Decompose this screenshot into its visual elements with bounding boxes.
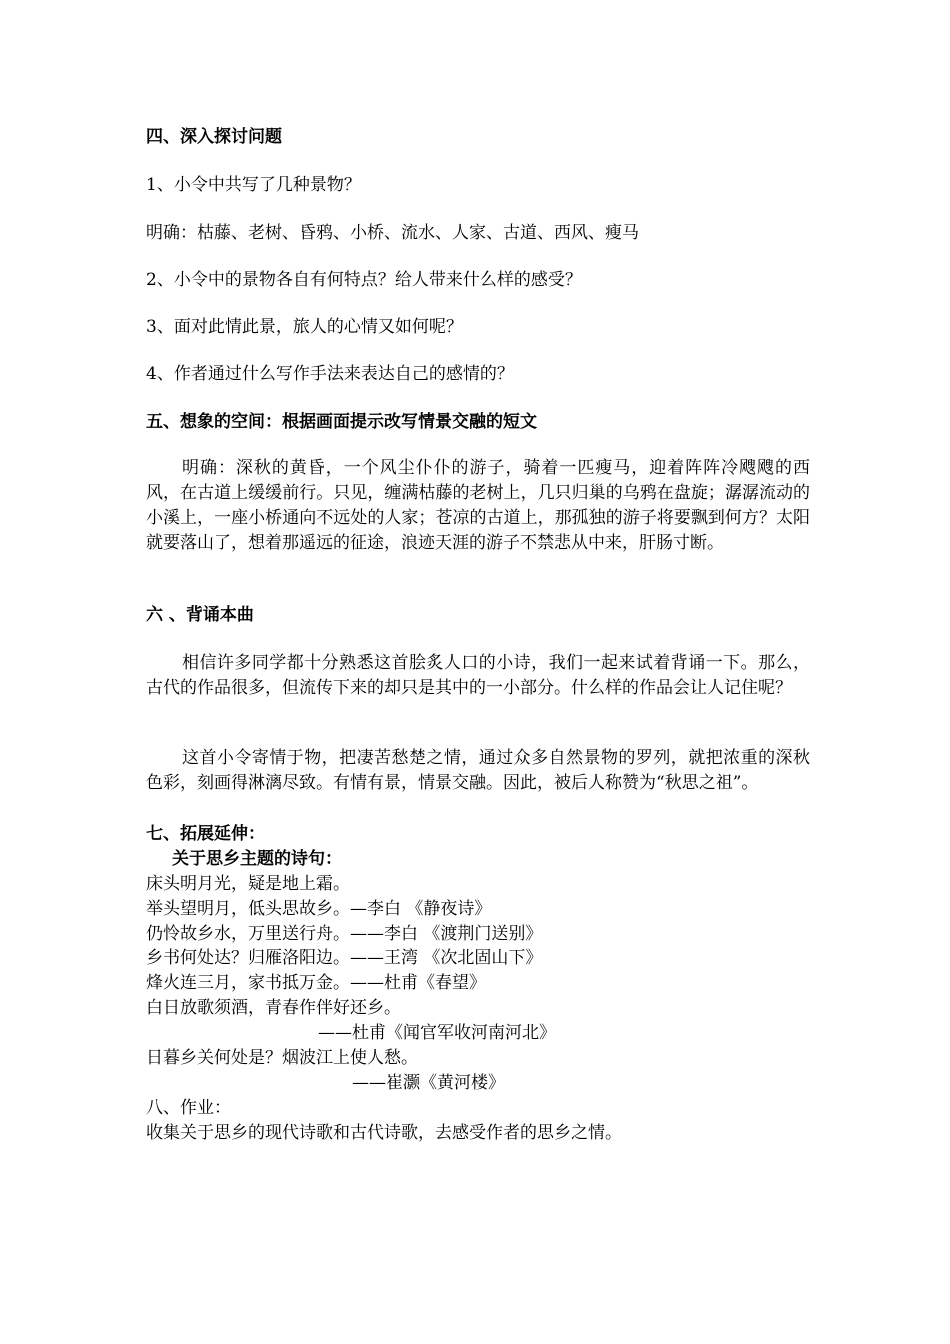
homework-text: 收集关于思乡的现代诗歌和古代诗歌，去感受作者的思乡之情。: [146, 1123, 622, 1143]
poem-line: 烽火连三月，家书抵万金。——杜甫《春望》: [146, 973, 486, 993]
question-1: 1、小令中共写了几种景物？: [146, 175, 361, 195]
poem-line: 乡书何处达？归雁洛阳边。——王湾 《次北固山下》: [146, 948, 543, 968]
question-4: 4、作者通过什么写作手法来表达自己的感情的？: [146, 364, 514, 384]
section4-heading: 四、深入探讨问题: [146, 127, 282, 147]
poem-line: 日暮乡关何处是？烟波江上使人愁。: [146, 1048, 418, 1068]
section7-subheading: 关于思乡主题的诗句：: [172, 849, 342, 869]
poem-attribution: ——杜甫《闻官军收河南河北》: [318, 1023, 556, 1043]
section8-heading: 八、作业：: [146, 1098, 231, 1118]
poem-line: 举头望明月，低头思故乡。—李白 《静夜诗》: [146, 899, 492, 919]
section5-paragraph: 明确：深秋的黄昏，一个风尘仆仆的游子，骑着一匹瘦马，迎着阵阵冷飕飕的西风，在古道上缓缓前行。只见，缠满枯藤的老树上，几只归巢的乌鸦在盘旋；潺潺流动的小溪上，一座小桥通向不远处的人家；苍凉的古道上，那孤独的游子将要飘到何方？太阳就要落山了，想着那遥远的征途，浪迹天涯的游子不禁悲从中来，肝肠寸断。: [146, 458, 810, 553]
poem-line: 床头明月光，疑是地上霜。: [146, 874, 350, 894]
section6-paragraph-2: 这首小令寄情于物，把凄苦愁楚之情，通过众多自然景物的罗列，就把浓重的深秋色彩，刻画得淋漓尽致。有情有景，情景交融。因此，被后人称赞为“秋思之祖”。: [146, 748, 810, 793]
question-3: 3、面对此情此景，旅人的心情又如何呢？: [146, 317, 463, 337]
section6-heading: 六 、背诵本曲: [146, 605, 254, 625]
poem-line: 仍怜故乡水，万里送行舟。——李白 《渡荆门送别》: [146, 924, 543, 944]
poem-line: 白日放歌须酒，青春作伴好还乡。: [146, 998, 401, 1018]
section6-paragraph-1: 相信许多同学都十分熟悉这首脍炙人口的小诗，我们一起来试着背诵一下。那么，古代的作品很多，但流传下来的却只是其中的一小部分。什么样的作品会让人记住呢？: [146, 653, 810, 698]
answer-1: 明确：枯藤、老树、昏鸦、小桥、流水、人家、古道、西风、瘦马: [146, 223, 639, 243]
question-2: 2、小令中的景物各自有何特点？给人带来什么样的感受？: [146, 270, 582, 290]
section7-heading: 七、拓展延伸：: [146, 824, 265, 844]
poem-attribution: ——崔灏《黄河楼》: [352, 1073, 505, 1093]
section5-heading: 五、想象的空间：根据画面提示改写情景交融的短文: [146, 412, 537, 432]
